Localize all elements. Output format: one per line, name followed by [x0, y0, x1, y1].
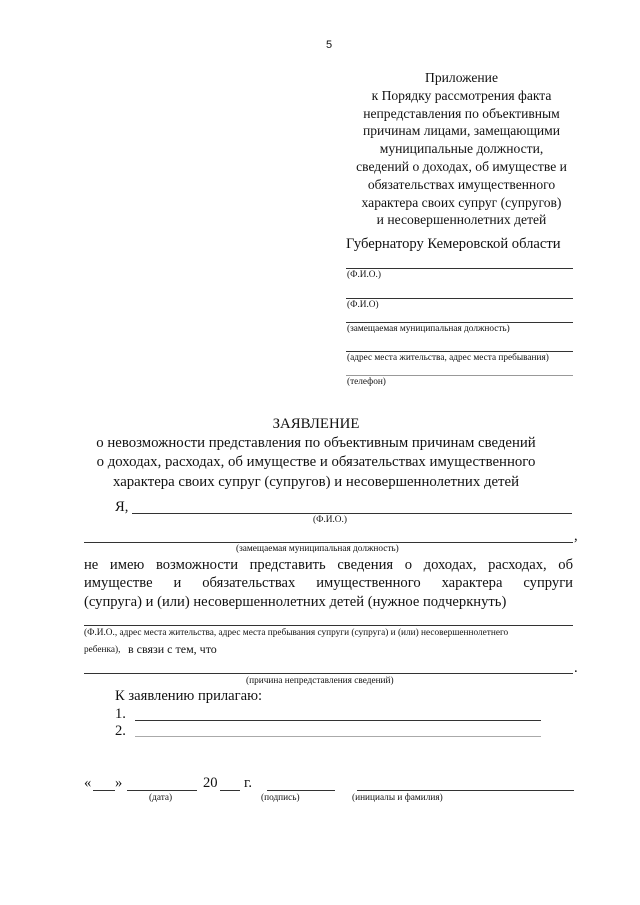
ya-label: Я,	[115, 499, 129, 515]
due-to-text: в связи с тем, что	[128, 642, 217, 656]
phone-caption: (телефон)	[347, 377, 386, 387]
appendix-line: Приложение	[425, 70, 498, 85]
applicant-fio-field[interactable]	[132, 513, 572, 514]
appendix-line: муниципальные должности,	[379, 141, 544, 157]
appendix-line: к Порядку рассмотрения факта	[371, 87, 552, 103]
title-line: характера своих супруг (супругов) и несовершеннолетних детей	[113, 473, 519, 490]
fio1-caption: (Ф.И.О.)	[347, 270, 381, 280]
addressee: Губернатору Кемеровской области	[346, 236, 561, 252]
statement-line: (супруга) и (или) несовершеннолетних детей (нужное подчеркнуть)	[84, 594, 507, 610]
appendix-note	[335, 69, 588, 229]
position-caption: (замещаемая муниципальная должность)	[347, 324, 510, 334]
attachment-field-1[interactable]	[135, 720, 541, 721]
initials-caption: (инициалы и фамилия)	[352, 793, 443, 803]
attachment-number: 1.	[115, 706, 126, 722]
title-line: о невозможности представления по объективным причинам сведений	[96, 435, 536, 452]
day-field[interactable]	[93, 790, 115, 791]
attachments-heading: К заявлению прилагаю:	[115, 688, 263, 704]
year-suffix: г.	[244, 775, 252, 791]
spouse-info-field[interactable]	[84, 625, 573, 626]
date-close-quote: »	[115, 775, 123, 791]
date-open-quote: «	[84, 775, 92, 791]
fio2-field[interactable]	[346, 298, 573, 299]
statement-line: имуществе и обязательствах имущественного характера супруги	[84, 575, 573, 591]
initials-field[interactable]	[357, 790, 574, 791]
statement-line: не имею возможности представить сведения о доходах, расходах, об	[84, 557, 573, 573]
address-field[interactable]	[346, 351, 573, 352]
title-heading: ЗАЯВЛЕНИЕ	[272, 416, 360, 432]
comma: ,	[574, 528, 578, 544]
appendix-line: обязательствах имущественного	[367, 176, 556, 192]
title-line: о доходах, расходах, об имуществе и обязательствах имущественного	[96, 454, 536, 471]
phone-field[interactable]	[346, 375, 573, 376]
fio1-field[interactable]	[346, 268, 573, 269]
applicant-position-field[interactable]	[84, 542, 573, 543]
period: .	[574, 660, 578, 676]
signature-caption: (подпись)	[261, 793, 300, 803]
appendix-line: непредставления по объективным	[363, 105, 560, 121]
year-field[interactable]	[220, 790, 240, 791]
statement-title	[80, 415, 552, 492]
appendix-line: сведений о доходах, об имуществе и	[356, 158, 567, 174]
appendix-line: и несовершеннолетних детей	[376, 212, 547, 228]
signature-field[interactable]	[267, 790, 335, 791]
page-number: 5	[326, 39, 333, 51]
attachment-number: 2.	[115, 723, 126, 739]
applicant-fio-caption: (Ф.И.О.)	[313, 515, 347, 525]
appendix-line: характера своих супруг (супругов)	[361, 194, 562, 210]
address-caption: (адрес места жительства, адрес места пребывания)	[347, 353, 549, 363]
fio2-caption: (Ф.И.О)	[347, 300, 379, 310]
reason-field[interactable]	[84, 673, 573, 674]
year-prefix: 20	[203, 775, 218, 791]
applicant-position-caption: (замещаемая муниципальная должность)	[236, 544, 399, 554]
month-field[interactable]	[127, 790, 197, 791]
spouse-caption: (Ф.И.О., адрес места жительства, адрес места пребывания супруги (супруга) и (или) несовершеннолетнего	[84, 628, 509, 638]
position-field[interactable]	[346, 322, 573, 323]
appendix-line: причинам лицами, замещающими	[362, 123, 561, 139]
spouse-caption-cont: ребенка),	[84, 645, 121, 655]
date-caption: (дата)	[149, 793, 173, 803]
attachment-field-2[interactable]	[135, 736, 541, 737]
reason-caption: (причина непредставления сведений)	[246, 676, 394, 686]
